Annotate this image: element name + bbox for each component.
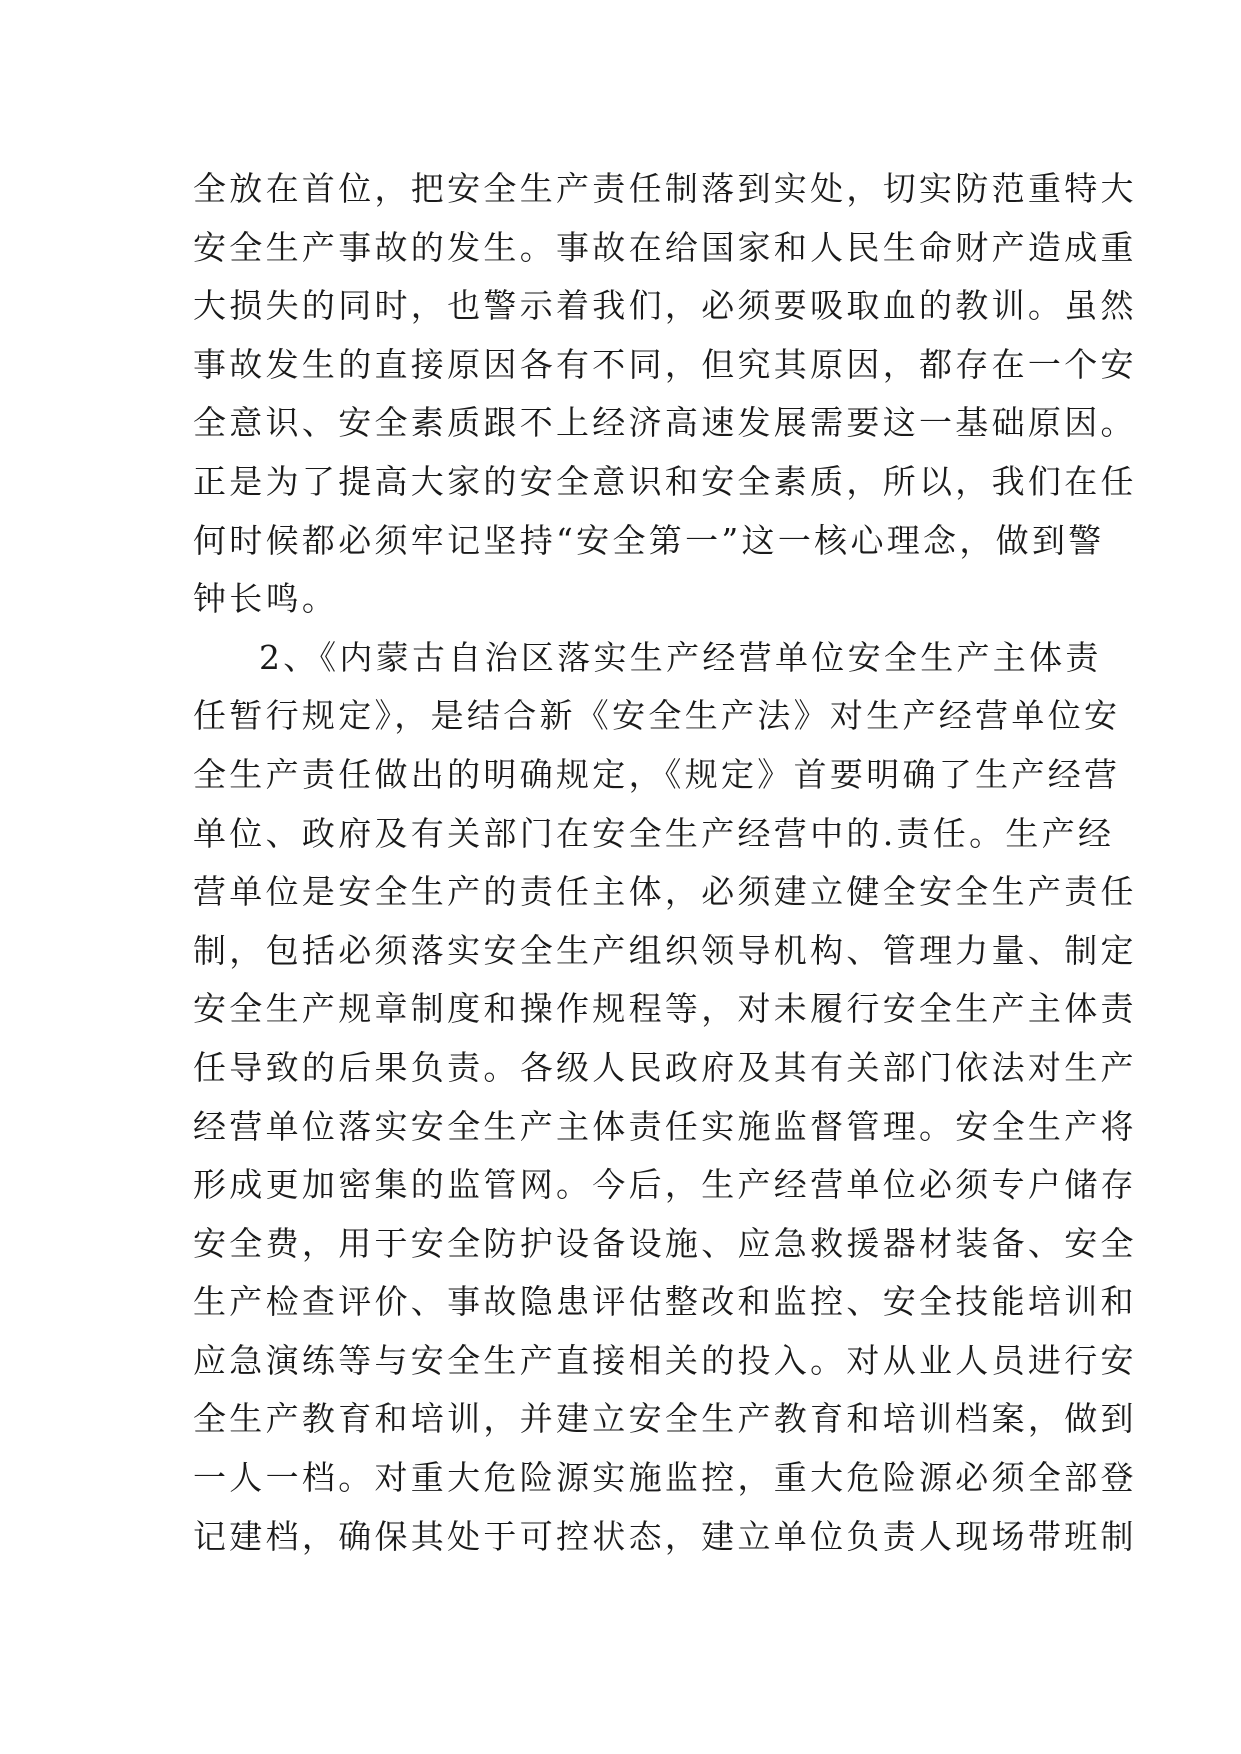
text-line: 任暂行规定》，是结合新《安全生产法》对生产经营单位安 [193,696,1121,736]
text-line: 安全生产规章制度和操作规程等，对未履行安全生产主体责 [193,989,1137,1029]
text-line: 安全费，用于安全防护设备设施、应急救援器材装备、安全 [193,1223,1137,1263]
text-line: 全意识、安全素质跟不上经济高速发展需要这一基础原因。 [193,403,1137,443]
text-line: 记建档，确保其处于可控状态，建立单位负责人现场带班制 [193,1516,1137,1556]
text-line: 钟长鸣。 [193,579,339,619]
text-line: 正是为了提高大家的安全意识和安全素质，所以，我们在任 [193,461,1137,501]
text-line: 全生产教育和培训，并建立安全生产教育和培训档案，做到 [193,1399,1137,1439]
text-line: 生产检查评价、事故隐患评估整改和监控、安全技能培训和 [193,1282,1137,1322]
text-line: 营单位是安全生产的责任主体，必须建立健全安全生产责任 [193,872,1137,912]
text-line: 单位、政府及有关部门在安全生产经营中的.责任。生产经 [193,813,1115,853]
text-line: 全放在首位，把安全生产责任制落到实处，切实防范重特大 [193,169,1137,208]
body-text [193,160,1137,1566]
text-line: 事故发生的直接原因各有不同，但究其原因，都存在一个安 [193,344,1137,384]
text-line: 安全生产事故的发生。事故在给国家和人民生命财产造成重 [193,227,1137,267]
text-line: 制，包括必须落实安全生产组织领导机构、管理力量、制定 [193,930,1137,970]
text-line: 一人一档。对重大危险源实施监控，重大危险源必须全部登 [193,1458,1137,1498]
text-line: 经营单位落实安全生产主体责任实施监督管理。安全生产将 [193,1106,1137,1146]
text-line: 形成更加密集的监管网。今后，生产经营单位必须专户储存 [193,1165,1137,1205]
text-line: 任导致的后果负责。各级人民政府及其有关部门依法对生产 [193,1047,1137,1087]
text-line: 何时候都必须牢记坚持“安全第一”这一核心理念，做到警 [193,520,1105,560]
text-line: 全生产责任做出的明确规定，《规定》首要明确了生产经营 [193,754,1121,794]
text-line: 应急演练等与安全生产直接相关的投入。对从业人员进行安 [193,1340,1137,1380]
paragraph-start-line: 2、《内蒙古自治区落实生产经营单位安全生产主体责 [259,637,1102,677]
text-line: 大损失的同时，也警示着我们，必须要吸取血的教训。虽然 [193,286,1137,326]
